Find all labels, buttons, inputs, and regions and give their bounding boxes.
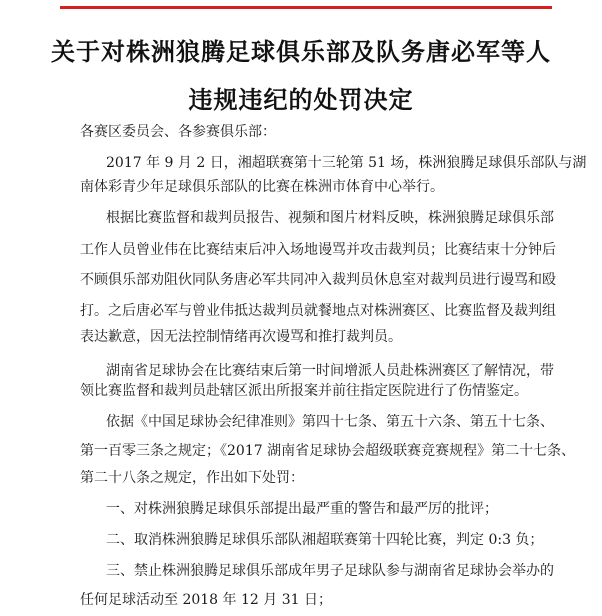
paragraph-2-line-4: 打。之后唐必军与曾业伟抵达裁判员就餐地点对株洲赛区、比赛监督及裁判组 [80,303,556,319]
paragraph-2-line-3: 不顾俱乐部劝阻伙同队务唐必军共同冲入裁判员休息室对裁判员进行谩骂和殴 [80,272,556,288]
paragraph-2-line-2: 工作人员曾业伟在比赛结束后冲入场地谩骂并攻击裁判员；比赛结束十分钟后 [80,242,556,258]
document-title-line-1: 关于对株洲狼腾足球俱乐部及队务唐必军等人 [51,38,551,66]
paragraph-3-line-2: 领比赛监督和裁判员赴辖区派出所报案并前往指定医院进行了伤情鉴定。 [80,383,528,399]
paragraph-1-line-1: 2017 年 9 月 2 日，湘超联赛第十三轮第 51 场，株洲狼腾足球俱乐部队与湖 [106,155,587,171]
top-red-rule [60,6,552,9]
document-title-line-2: 违规违纪的处罚决定 [188,86,414,114]
paragraph-3-line-1: 湖南省足球协会在比赛结束后第一时间增派人员赴株洲赛区了解情况，带 [106,363,554,379]
penalty-item-3-line-1: 三、禁止株洲狼腾足球俱乐部成年男子足球队参与湖南省足球协会举办的 [106,563,554,579]
paragraph-1-line-2: 南体彩青少年足球俱乐部队的比赛在株洲市体育中心举行。 [80,179,444,195]
paragraph-4-line-3: 第二十八条之规定，作出如下处罚： [80,470,304,486]
salutation: 各赛区委员会、各参赛俱乐部： [80,124,276,140]
penalty-item-1: 一、对株洲狼腾足球俱乐部提出最严重的警告和最严厉的批评； [106,501,498,517]
paragraph-2-line-5: 表达歉意，因无法控制情绪再次谩骂和推打裁判员。 [80,329,402,345]
penalty-item-3-line-2: 任何足球活动至 2018 年 12 月 31 日； [80,592,332,608]
paragraph-4-line-2: 第一百零三条之规定；《2017 湖南省足球协会超级联赛竞赛规程》第二十七条、 [80,443,576,459]
penalty-item-2: 二、取消株洲狼腾足球俱乐部队湘超联赛第十四轮比赛，判定 0:3 负； [106,532,544,548]
paragraph-2-line-1: 根据比赛监督和裁判员报告、视频和图片材料反映，株洲狼腾足球俱乐部 [106,210,554,226]
paragraph-4-line-1: 依据《中国足球协会纪律准则》第四十七条、第五十六条、第五十七条、 [106,414,554,430]
